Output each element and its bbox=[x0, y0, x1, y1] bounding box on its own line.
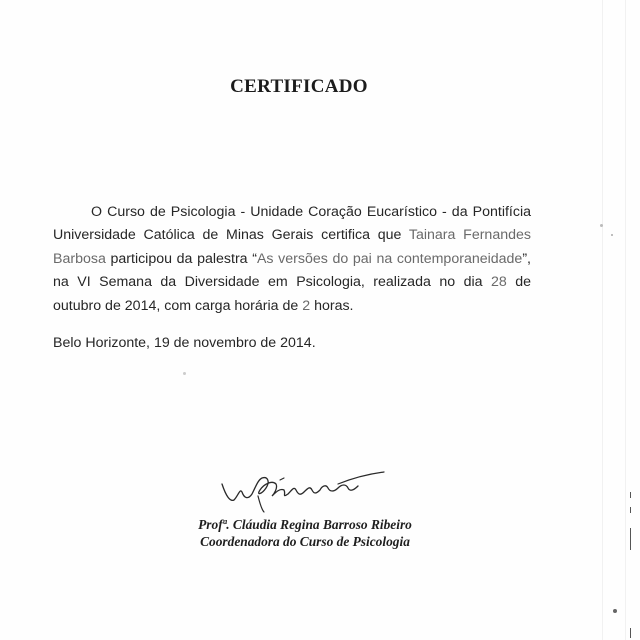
scan-mark bbox=[630, 492, 631, 498]
scan-edge-line bbox=[625, 0, 626, 640]
body-text-part1: O Curso de Psicologia - Unidade Coração Eucarístico - da Pontifícia Universidade Católica de Minas Gerais certifica que bbox=[53, 204, 531, 244]
scan-edge-line bbox=[602, 0, 603, 640]
place-and-date: Belo Horizonte, 19 de novembro de 2014. bbox=[53, 335, 316, 351]
body-text-part3: ”, na VI Semana da Diversidade em Psicologia, realizada no dia bbox=[53, 250, 531, 291]
certificate-body bbox=[53, 201, 531, 318]
scan-speck bbox=[600, 224, 603, 227]
handwritten-signature-icon bbox=[218, 466, 388, 514]
event-day: 28 bbox=[490, 274, 507, 291]
scan-mark bbox=[630, 628, 631, 638]
scan-mark bbox=[630, 528, 631, 550]
body-text-part5: horas. bbox=[310, 297, 354, 314]
scan-mark bbox=[630, 507, 631, 513]
signer-name: Profª. Cláudia Regina Barroso Ribeiro bbox=[198, 517, 412, 532]
workload-hours: 2 bbox=[302, 297, 311, 314]
signer-block bbox=[190, 516, 420, 550]
certificate-title: CERTIFICADO bbox=[230, 76, 368, 97]
participant-name: Tainara Fernandes Barbosa bbox=[53, 227, 531, 267]
scan-speck bbox=[183, 372, 186, 375]
scan-speck bbox=[611, 234, 613, 236]
body-text-part2: participou da palestra “ bbox=[105, 250, 257, 267]
lecture-title: As versões do pai na contemporaneidade bbox=[256, 250, 523, 267]
scan-speck bbox=[613, 609, 617, 613]
body-text-part4: de outubro de 2014, com carga horária de bbox=[53, 274, 531, 314]
signer-role: Coordenadora do Curso de Psicologia bbox=[200, 534, 410, 549]
